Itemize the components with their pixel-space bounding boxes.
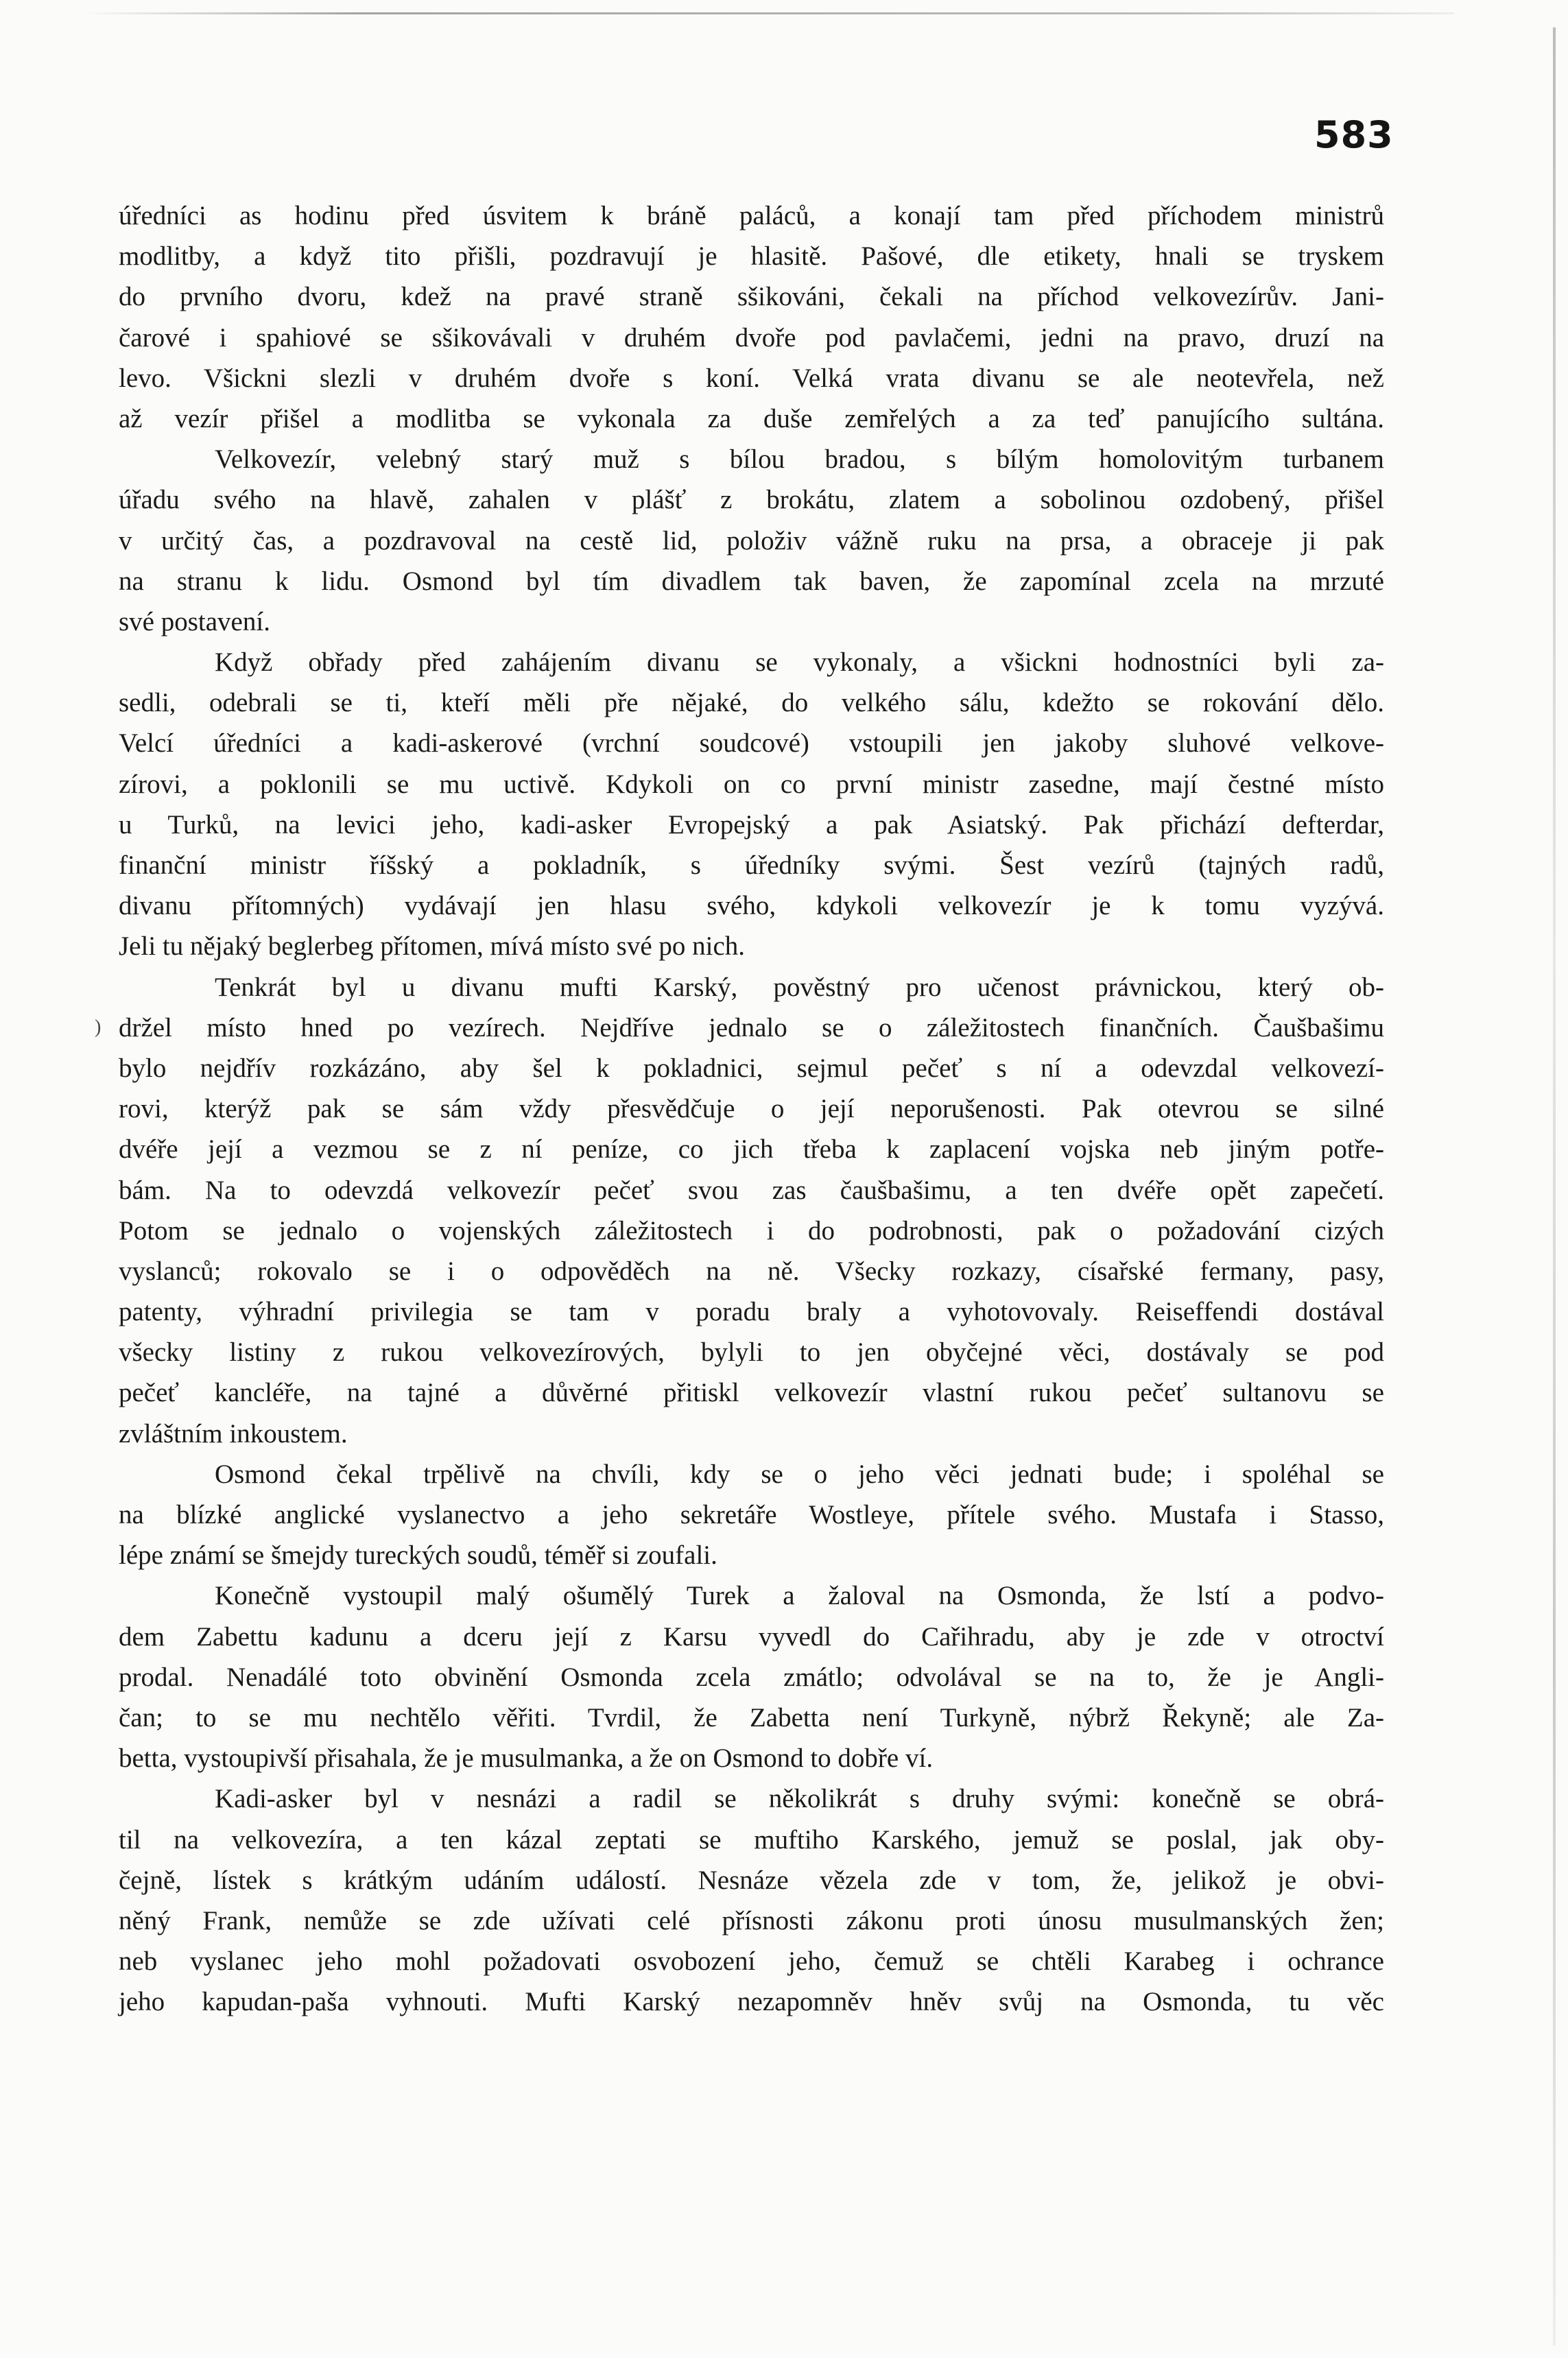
text-line: divanu přítomných) vydávají jen hlasu svého, kdykoli velkovezír je k tomu vyzývá. bbox=[119, 891, 1384, 921]
text-line: lépe známí se šmejdy tureckých soudů, téměř si zoufali. bbox=[119, 1540, 717, 1571]
text-line: do prvního dvoru, kdež na pravé straně sšikováni, čekali na příchod velkovezírův. Jani- bbox=[119, 282, 1384, 312]
scan-right-edge bbox=[1553, 27, 1556, 2346]
text-line: na stranu k lidu. Osmond byl tím divadlem tak baven, že zapomínal zcela na mrzuté bbox=[119, 566, 1384, 596]
text-line: zvláštním inkoustem. bbox=[119, 1418, 348, 1449]
text-line: v určitý čas, a pozdravoval na cestě lid, položiv vážně ruku na prsa, a obraceje ji pak bbox=[119, 525, 1384, 556]
text-line: modlitby, a když tito přišli, pozdravují je hlasitě. Pašové, dle etikety, hnali se tryskem bbox=[119, 241, 1384, 272]
text-line: až vezír přišel a modlitba se vykonala za duše zemřelých a za teď panujícího sultána. bbox=[119, 403, 1384, 433]
text-line: jeho kapudan-paša vyhnouti. Mufti Karský nezapomněv hněv svůj na Osmonda, tu věc bbox=[119, 1987, 1384, 2017]
text-line: zírovi, a poklonili se mu uctivě. Kdykoli on co první ministr zasedne, mají čestné místo bbox=[119, 769, 1384, 799]
text-line: úřadu svého na hlavě, zahalen v plášť z brokátu, zlatem a sobolinou ozdobený, přišel bbox=[119, 485, 1384, 515]
text-line: Osmond čekal trpělivě na chvíli, kdy se o jeho věci jednati bude; i spoléhal se bbox=[215, 1459, 1384, 1489]
body-text bbox=[119, 195, 1384, 2022]
text-line: čan; to se mu nechtělo věřiti. Tvrdil, že Zabetta není Turkyně, nýbrž Řekyně; ale Za- bbox=[119, 1702, 1384, 1732]
text-line: betta, vystoupivší přisahala, že je musulmanka, a že on Osmond to dobře ví. bbox=[119, 1743, 934, 1774]
text-line: til na velkovezíra, a ten kázal zeptati se muftiho Karského, jemuž se poslal, jak oby- bbox=[119, 1824, 1384, 1855]
text-line: Kadi-asker byl v nesnázi a radil se několikrát s druhy svými: konečně se obrá- bbox=[215, 1784, 1384, 1814]
text-line: Velcí úředníci a kadi-askerové (vrchní soudcové) vstoupili jen jakoby sluhové velkove- bbox=[119, 728, 1384, 759]
text-line: patenty, výhradní privilegia se tam v poradu braly a vyhotovovaly. Reiseffendi dostával bbox=[119, 1297, 1384, 1327]
text-line: Když obřady před zahájením divanu se vykonaly, a všickni hodnostníci byli za- bbox=[215, 647, 1384, 678]
text-line: úředníci as hodinu před úsvitem k bráně paláců, a konají tam před příchodem ministrů bbox=[119, 201, 1384, 230]
text-line: Jeli tu nějaký beglerbeg přítomen, mívá místo své po nich. bbox=[119, 931, 746, 962]
text-line: vyslanců; rokovalo se i o odpověděch na ně. Všecky rozkazy, císařské fermany, pasy, bbox=[119, 1256, 1384, 1286]
text-line: prodal. Nenadálé toto obvinění Osmonda zcela zmátlo; odvolával se na to, že je Angli- bbox=[119, 1662, 1384, 1692]
text-line: čarové i spahiové se sšikovávali v druhém dvoře pod pavlačemi, jedni na pravo, druzí na bbox=[119, 322, 1384, 353]
text-line: u Turků, na levici jeho, kadi-asker Evropejský a pak Asiatský. Pak přichází defterdar, bbox=[119, 809, 1384, 839]
text-line: držel místo hned po vezírech. Nejdříve jednalo se o záležitostech finančních. Čaušbašimu bbox=[119, 1012, 1384, 1043]
text-line: finanční ministr říšský a pokladník, s úředníky svými. Šest vezírů (tajných radů, bbox=[119, 850, 1384, 880]
text-line: rovi, kterýž pak se sám vždy přesvědčuje o její neporušenosti. Pak otevrou se silné bbox=[119, 1094, 1384, 1124]
marginal-mark: ) bbox=[95, 1016, 102, 1038]
text-line: pečeť kancléře, na tajné a důvěrné přitiskl velkovezír vlastní rukou pečeť sultanovu se bbox=[119, 1378, 1384, 1408]
text-line: své postavení. bbox=[119, 606, 270, 636]
text-line: všecky listiny z rukou velkovezírových, bylyli to jen obyčejné věci, dostávaly se pod bbox=[119, 1337, 1384, 1368]
text-line: levo. Všickni slezli v druhém dvoře s koní. Velká vrata divanu se ale neotevřela, než bbox=[119, 363, 1384, 393]
page-number: 583 bbox=[1314, 113, 1394, 156]
text-line: Tenkrát byl u divanu mufti Karský, pověstný pro učenost právnickou, který ob- bbox=[215, 972, 1384, 1002]
text-line: bylo nejdřív rozkázáno, aby šel k pokladnici, sejmul pečeť s ní a odevzdal velkovezí- bbox=[119, 1053, 1384, 1083]
text-line: čejně, lístek s krátkým udáním událostí. Nesnáze vězela zde v tom, že, jelikož je obvi- bbox=[119, 1865, 1384, 1895]
text-line: Konečně vystoupil malý ošumělý Turek a žaloval na Osmonda, že lstí a podvo- bbox=[215, 1581, 1384, 1611]
text-line: dvéře její a vezmou se z ní peníze, co jich třeba k zaplacení vojska neb jiným potře- bbox=[119, 1134, 1384, 1165]
text-line: něný Frank, nemůže se zde užívati celé přísnosti zákonu proti únosu musulmanských žen; bbox=[119, 1905, 1384, 1936]
text-line: bám. Na to odevzdá velkovezír pečeť svou zas čaušbašimu, a ten dvéře opět zapečetí. bbox=[119, 1175, 1384, 1205]
scan-top-edge bbox=[82, 12, 1454, 14]
text-line: dem Zabettu kadunu a dceru její z Karsu vyvedl do Cařihradu, aby je zde v otroctví bbox=[119, 1621, 1384, 1652]
text-line: na blízké anglické vyslanectvo a jeho sekretáře Wostleye, přítele svého. Mustafa i Stasso, bbox=[119, 1500, 1384, 1529]
text-line: sedli, odebrali se ti, kteří měli pře nějaké, do velkého sálu, kdežto se rokování dělo. bbox=[119, 688, 1384, 718]
text-line: neb vyslanec jeho mohl požadovati osvobození jeho, čemuž se chtěli Karabeg i ochrance bbox=[119, 1946, 1384, 1977]
text-line: Potom se jednalo o vojenských záležitostech i do podrobnosti, pak o požadování cizých bbox=[119, 1215, 1384, 1246]
text-line: Velkovezír, velebný starý muž s bílou bradou, s bílým homolovitým turbanem bbox=[215, 444, 1384, 475]
